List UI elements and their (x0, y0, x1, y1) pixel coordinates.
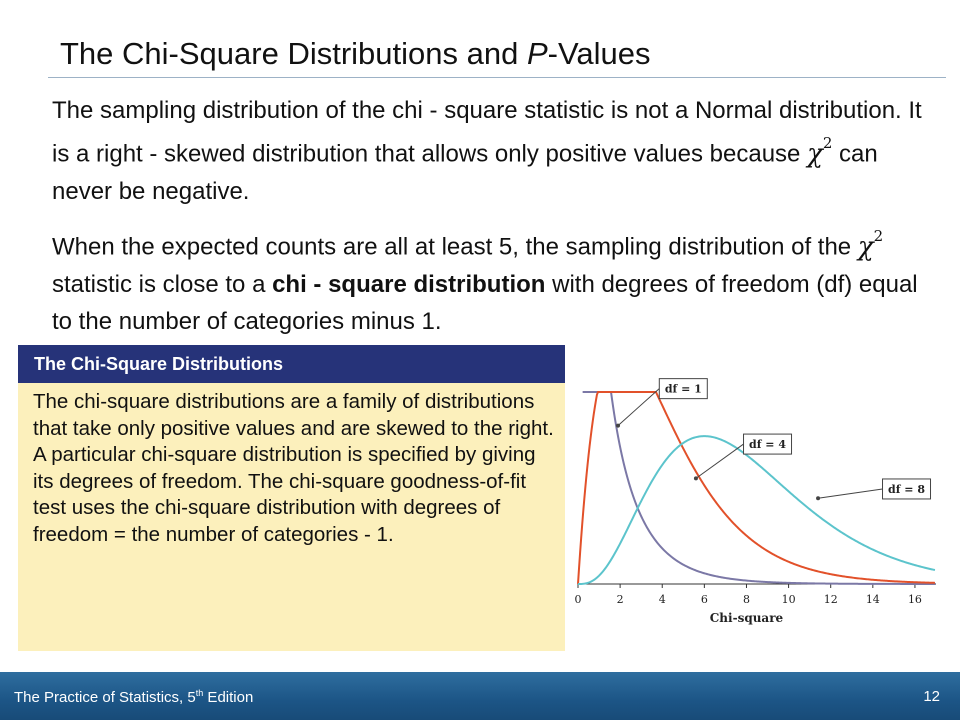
x-tick-label-8: 8 (742, 593, 750, 606)
arrow-head-df-1 (616, 424, 620, 428)
definition-box-body: The chi-square distributions are a family of distributions that take only positive values and are skewed to the right. A particular chi-square distribution is specified by giving its degrees of freedom. The chi-square goodness-of-fit test uses the chi-square distribution with degrees of freedom = the number of categories - 1. (18, 383, 565, 651)
para1-text-b: can never be negative. (52, 140, 878, 205)
x-tick-label-2: 2 (616, 593, 624, 606)
curve-df-4 (578, 392, 935, 584)
arrow-df-1 (618, 389, 659, 426)
x-tick-label-4: 4 (658, 593, 666, 606)
title-tail: -Values (547, 36, 651, 71)
chi-square-chart (566, 382, 945, 634)
footer-text-b: Edition (203, 689, 254, 706)
slide-title (60, 36, 650, 72)
chi-square-symbol (807, 134, 833, 169)
arrow-head-df-4 (694, 476, 698, 480)
curve-df-8 (578, 436, 935, 584)
label-df-1: df = 1 (664, 382, 702, 396)
x-tick-label-6: 6 (700, 593, 708, 606)
chi-square-symbol-2 (857, 227, 884, 262)
paragraph-sampling (52, 92, 932, 210)
label-df-4: df = 4 (749, 438, 787, 452)
x-axis-title: Chi-square (709, 611, 784, 625)
definition-box-header: The Chi-Square Distributions (18, 345, 565, 383)
title-divider (48, 77, 946, 78)
footer-text-a: The Practice of Statistics, 5 (14, 689, 196, 706)
x-tick-label-14: 14 (865, 593, 880, 606)
x-tick-label-12: 12 (823, 593, 838, 606)
para2-bold-term: chi - square distribution (272, 270, 546, 298)
title-italic: P (526, 36, 548, 71)
x-tick-label-10: 10 (781, 593, 796, 606)
chi-exponent-2: 2 (873, 227, 884, 245)
footer-book-title (14, 688, 253, 706)
arrow-head-df-8 (816, 496, 820, 500)
arrow-df-4 (696, 444, 744, 478)
para2-text-c: with degrees of freedom (df) equal to the number of categories minus 1. (52, 270, 918, 335)
chi-square-chart-svg (566, 382, 945, 634)
chi-exponent: 2 (822, 134, 833, 152)
para2-text-a: When the expected counts are all at least 5, the sampling distribution of the (52, 233, 858, 261)
label-df-8: df = 8 (888, 482, 925, 496)
chi-letter: χ (807, 138, 823, 169)
title-main: The Chi-Square Distributions and (60, 36, 527, 71)
para2-text-b: statistic is close to a (52, 270, 273, 298)
para1-text-a: The sampling distribution of the chi - square statistic is not a Normal distribution. It is a right - skewed distribution that allows only positive values because (52, 97, 922, 168)
page-number: 12 (923, 688, 940, 705)
chi-letter-2: χ (857, 231, 874, 262)
x-tick-label-0: 0 (574, 593, 582, 606)
x-tick-label-16: 16 (907, 593, 922, 606)
paragraph-expected-counts (52, 222, 932, 340)
footer-sup: th (195, 688, 204, 698)
arrow-df-8 (818, 489, 882, 498)
